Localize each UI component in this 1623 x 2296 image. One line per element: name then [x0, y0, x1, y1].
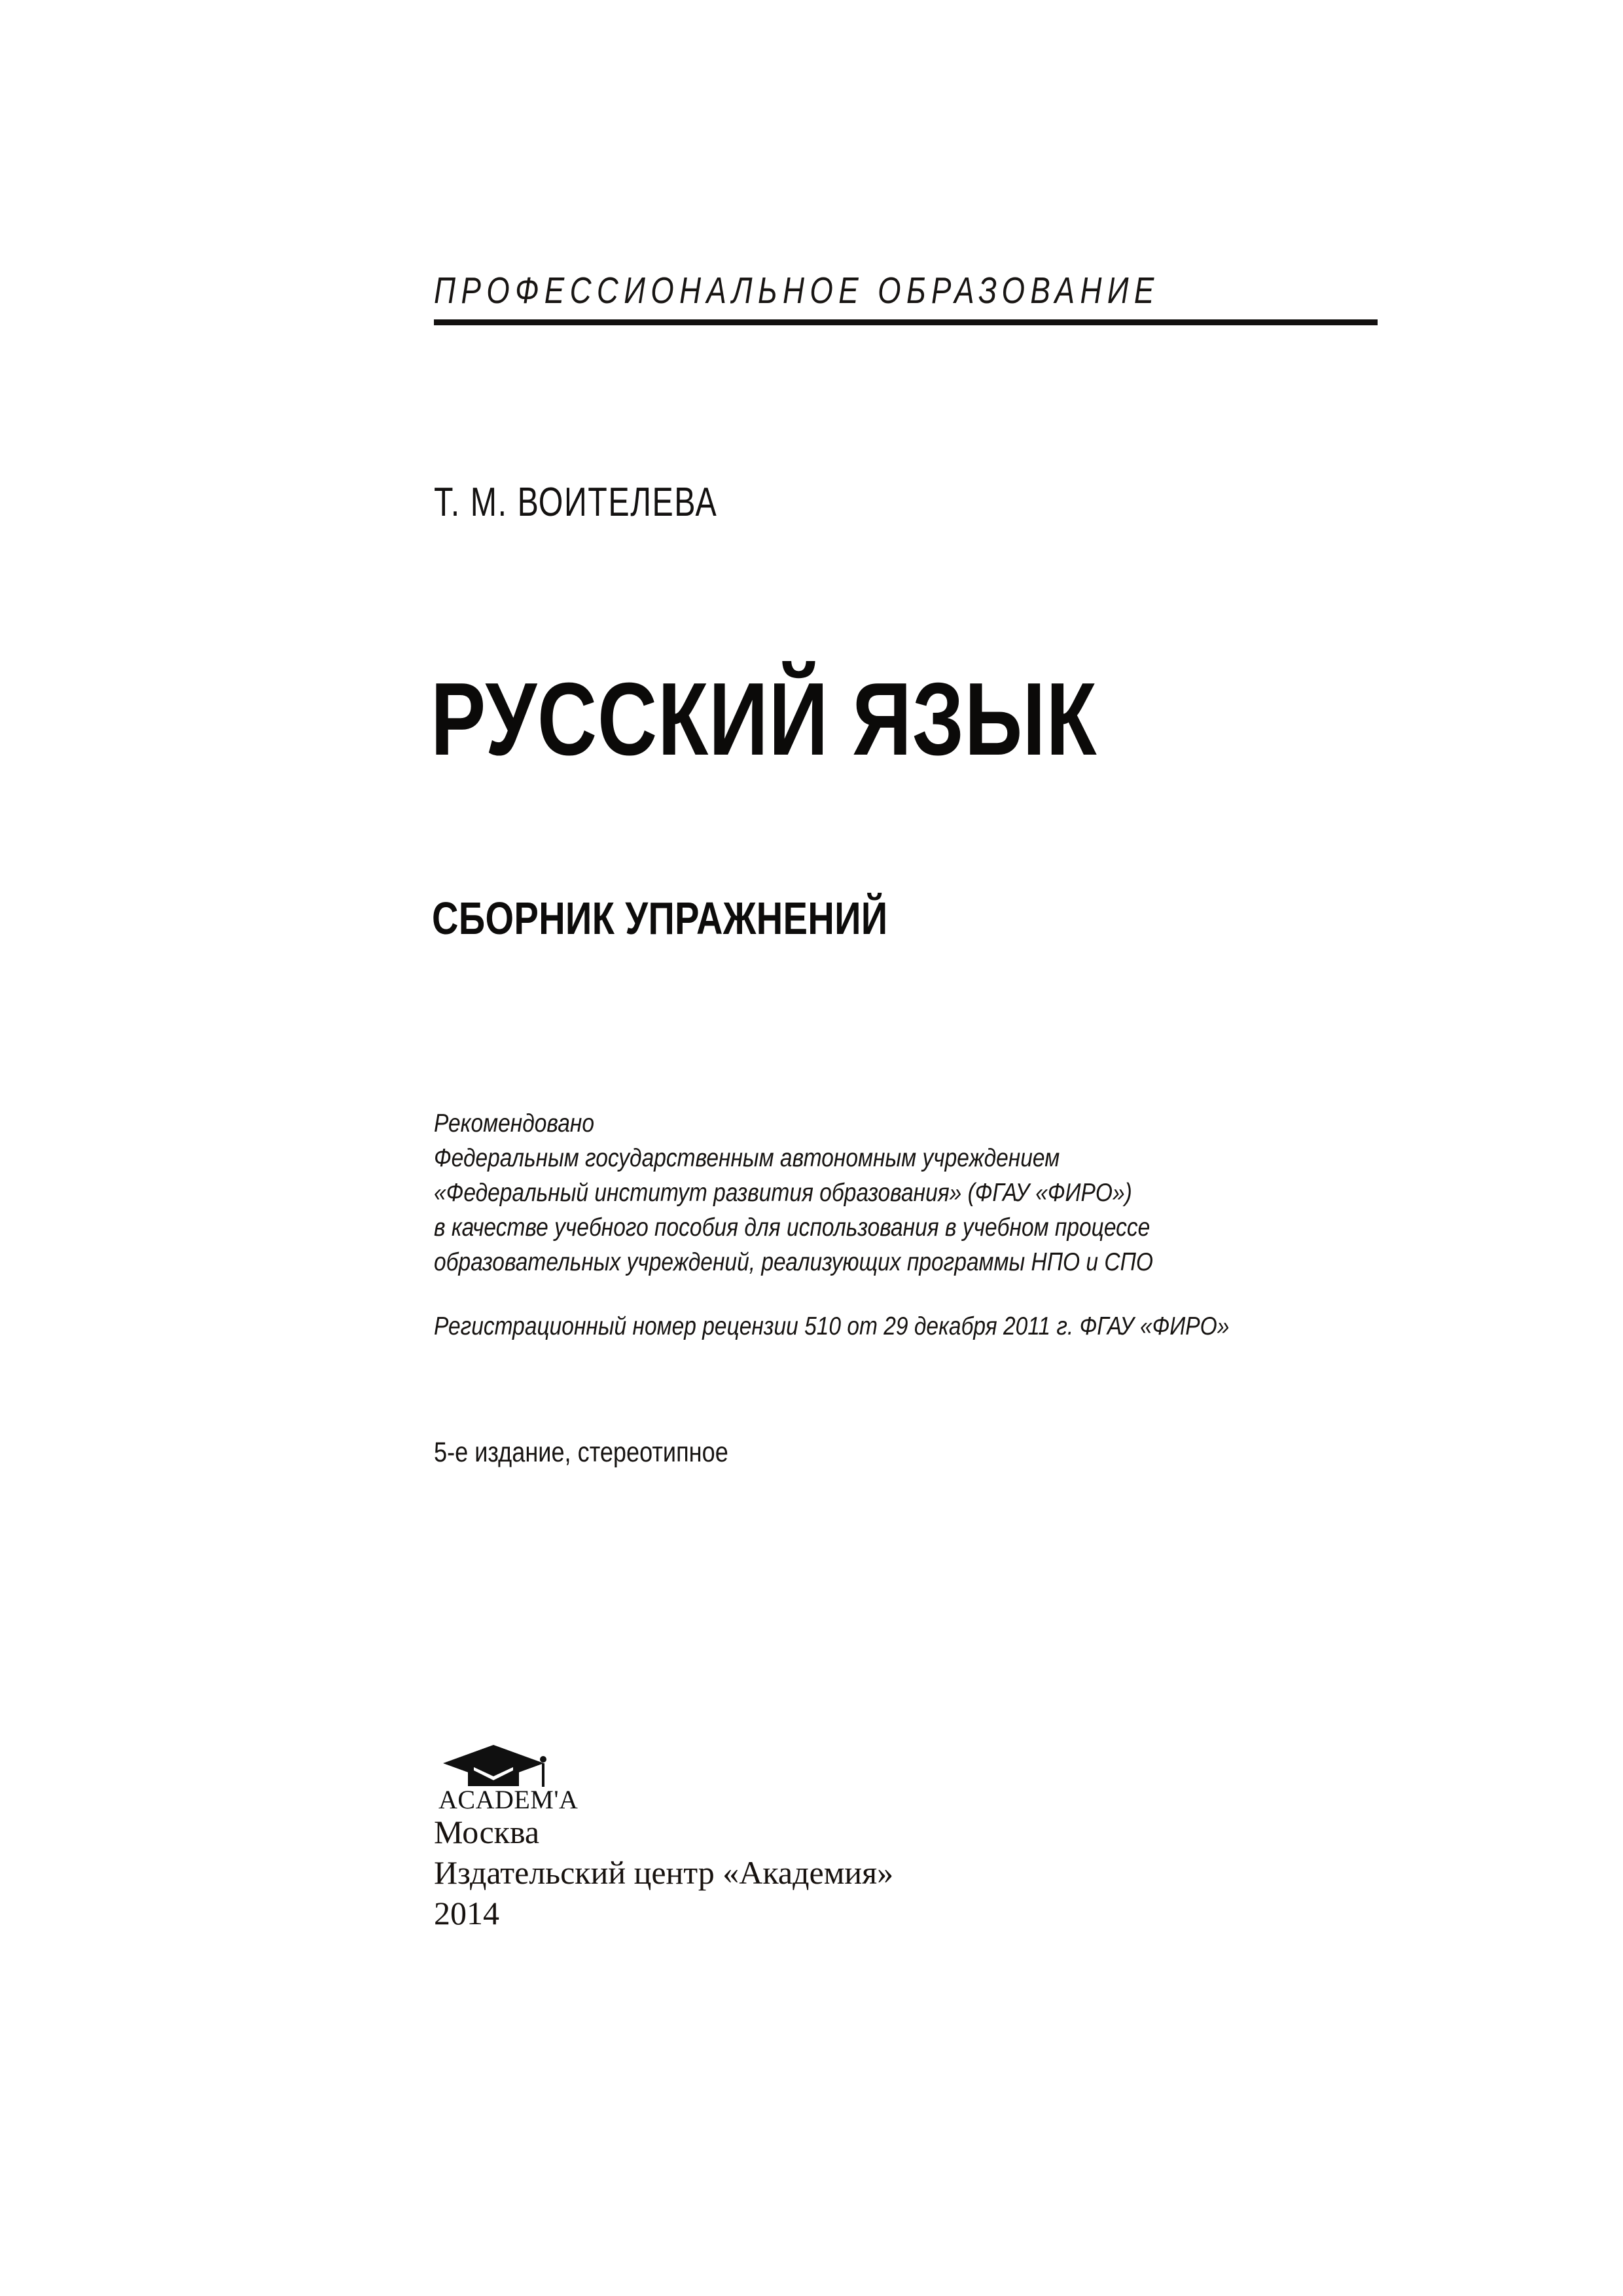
approval-block [434, 1106, 1416, 1344]
series-label: ПРОФЕССИОНАЛЬНОЕ ОБРАЗОВАНИЕ [434, 270, 1160, 312]
approval-line: в качестве учебного пособия для использования в учебном процессе [434, 1213, 1150, 1242]
imprint-city: Москва [434, 1814, 540, 1850]
book-subtitle: СБОРНИК УПРАЖНЕНИЙ [432, 893, 888, 944]
imprint-publisher: Издательский центр «Академия» [434, 1854, 894, 1891]
edition-statement: 5-е издание, стереотипное [434, 1437, 728, 1468]
imprint-block [434, 1812, 1219, 1933]
registration-number: Регистрационный номер рецензии 510 от 29 декабря 2011 г. ФГАУ «ФИРО» [434, 1312, 1230, 1340]
approval-line: Рекомендовано [434, 1109, 594, 1138]
publisher-wordmark: ACADEM'A [438, 1785, 579, 1812]
approval-line: образовательных учреждений, реализующих программы НПО и СПО [434, 1248, 1154, 1276]
publisher-logo [437, 1734, 588, 1812]
imprint-year: 2014 [434, 1895, 499, 1931]
series-divider [434, 319, 1378, 325]
author-name: Т. М. ВОИТЕЛЕВА [434, 480, 718, 525]
approval-line: Федеральным государственным автономным учреждением [434, 1144, 1060, 1172]
approval-line: «Федеральный институт развития образования» (ФГАУ «ФИРО») [434, 1179, 1132, 1207]
graduation-cap-icon [437, 1734, 588, 1812]
book-title: РУССКИЙ ЯЗЫК [431, 662, 1097, 777]
series-header [434, 272, 1383, 325]
